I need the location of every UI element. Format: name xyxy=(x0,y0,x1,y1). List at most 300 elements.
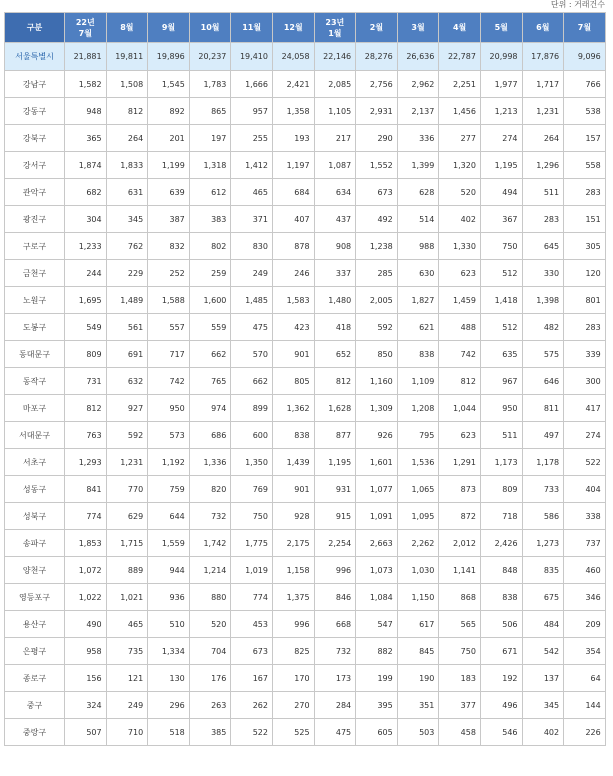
transaction-count: 1,827 xyxy=(397,287,439,314)
transaction-count: 1,508 xyxy=(106,71,148,98)
transaction-count: 2,137 xyxy=(397,98,439,125)
transaction-count: 877 xyxy=(314,422,356,449)
transaction-count: 592 xyxy=(356,314,398,341)
transaction-count: 209 xyxy=(564,611,606,638)
transaction-count: 1,208 xyxy=(397,395,439,422)
transaction-count: 1,412 xyxy=(231,152,273,179)
transaction-count: 244 xyxy=(65,260,107,287)
transaction-count: 1,588 xyxy=(148,287,190,314)
transaction-count: 285 xyxy=(356,260,398,287)
header-month: 9월 xyxy=(148,13,190,43)
transaction-count: 1,105 xyxy=(314,98,356,125)
transaction-count: 850 xyxy=(356,341,398,368)
table-row xyxy=(5,584,606,611)
transaction-count: 130 xyxy=(148,665,190,692)
transaction-count: 1,291 xyxy=(439,449,481,476)
table-row xyxy=(5,206,606,233)
transaction-count: 926 xyxy=(356,422,398,449)
transaction-count: 958 xyxy=(65,638,107,665)
transaction-count: 252 xyxy=(148,260,190,287)
transaction-count: 144 xyxy=(564,692,606,719)
transaction-count: 901 xyxy=(272,341,314,368)
transaction-count: 671 xyxy=(480,638,522,665)
transaction-count: 151 xyxy=(564,206,606,233)
transaction-count: 774 xyxy=(65,503,107,530)
transaction-count: 246 xyxy=(272,260,314,287)
transaction-count: 507 xyxy=(65,719,107,746)
transaction-count: 1,293 xyxy=(65,449,107,476)
table-row xyxy=(5,233,606,260)
transaction-count: 156 xyxy=(65,665,107,692)
transaction-count: 732 xyxy=(189,503,231,530)
transaction-count: 217 xyxy=(314,125,356,152)
transaction-count: 996 xyxy=(314,557,356,584)
transaction-count: 270 xyxy=(272,692,314,719)
transaction-count: 255 xyxy=(231,125,273,152)
transaction-count: 324 xyxy=(65,692,107,719)
transaction-count: 1,231 xyxy=(522,98,564,125)
transaction-count: 1,358 xyxy=(272,98,314,125)
transaction-count: 1,084 xyxy=(356,584,398,611)
transaction-count: 673 xyxy=(356,179,398,206)
transaction-count: 465 xyxy=(106,611,148,638)
transaction-count: 365 xyxy=(65,125,107,152)
transaction-count: 304 xyxy=(65,206,107,233)
transaction-count: 1,296 xyxy=(522,152,564,179)
transaction-count: 296 xyxy=(148,692,190,719)
district-name: 성동구 xyxy=(5,476,65,503)
header-month: 4월 xyxy=(439,13,481,43)
table-header xyxy=(5,13,606,43)
transaction-count: 249 xyxy=(231,260,273,287)
transaction-count: 717 xyxy=(148,341,190,368)
transaction-count: 682 xyxy=(65,179,107,206)
transaction-count: 1,559 xyxy=(148,530,190,557)
district-name: 영등포구 xyxy=(5,584,65,611)
transaction-count: 1,456 xyxy=(439,98,481,125)
district-name: 성북구 xyxy=(5,503,65,530)
transaction-count: 290 xyxy=(356,125,398,152)
district-name: 서대문구 xyxy=(5,422,65,449)
transaction-count: 750 xyxy=(231,503,273,530)
transaction-count: 762 xyxy=(106,233,148,260)
table-row xyxy=(5,98,606,125)
transaction-count: 899 xyxy=(231,395,273,422)
transaction-count: 1,775 xyxy=(231,530,273,557)
transaction-count: 494 xyxy=(480,179,522,206)
transaction-count: 1,628 xyxy=(314,395,356,422)
transaction-count: 868 xyxy=(439,584,481,611)
transaction-count: 512 xyxy=(480,260,522,287)
transaction-count: 330 xyxy=(522,260,564,287)
transaction-count: 880 xyxy=(189,584,231,611)
table-row xyxy=(5,341,606,368)
transaction-count: 915 xyxy=(314,503,356,530)
transaction-count: 2,262 xyxy=(397,530,439,557)
transaction-count: 1,601 xyxy=(356,449,398,476)
transaction-count: 2,962 xyxy=(397,71,439,98)
transaction-count: 644 xyxy=(148,503,190,530)
transaction-count: 20,237 xyxy=(189,43,231,71)
transaction-count: 1,318 xyxy=(189,152,231,179)
table-row xyxy=(5,368,606,395)
transaction-count: 1,273 xyxy=(522,530,564,557)
transaction-count: 1,552 xyxy=(356,152,398,179)
transaction-count: 262 xyxy=(231,692,273,719)
transaction-count: 201 xyxy=(148,125,190,152)
transaction-count: 1,160 xyxy=(356,368,398,395)
transaction-count: 737 xyxy=(564,530,606,557)
transaction-count: 1,853 xyxy=(65,530,107,557)
transaction-count: 1,022 xyxy=(65,584,107,611)
transaction-count: 825 xyxy=(272,638,314,665)
transaction-count: 345 xyxy=(522,692,564,719)
transaction-count: 24,058 xyxy=(272,43,314,71)
transaction-count: 305 xyxy=(564,233,606,260)
transaction-count: 387 xyxy=(148,206,190,233)
transaction-count: 1,197 xyxy=(272,152,314,179)
transaction-count: 1,600 xyxy=(189,287,231,314)
transaction-count: 511 xyxy=(480,422,522,449)
header-month: 5월 xyxy=(480,13,522,43)
district-name: 동대문구 xyxy=(5,341,65,368)
transaction-count: 1,833 xyxy=(106,152,148,179)
transaction-count: 974 xyxy=(189,395,231,422)
transaction-count: 631 xyxy=(106,179,148,206)
transaction-count: 901 xyxy=(272,476,314,503)
transaction-count: 377 xyxy=(439,692,481,719)
district-name: 강북구 xyxy=(5,125,65,152)
transaction-count: 948 xyxy=(65,98,107,125)
transaction-count: 629 xyxy=(106,503,148,530)
transaction-count: 838 xyxy=(397,341,439,368)
transaction-count: 264 xyxy=(106,125,148,152)
transaction-count: 1,439 xyxy=(272,449,314,476)
transaction-count: 802 xyxy=(189,233,231,260)
district-name: 송파구 xyxy=(5,530,65,557)
transaction-count: 1,350 xyxy=(231,449,273,476)
transaction-count: 623 xyxy=(439,260,481,287)
transaction-count: 383 xyxy=(189,206,231,233)
transaction-count: 908 xyxy=(314,233,356,260)
district-name: 강서구 xyxy=(5,152,65,179)
transaction-count: 1,480 xyxy=(314,287,356,314)
transaction-count: 812 xyxy=(65,395,107,422)
transaction-count: 944 xyxy=(148,557,190,584)
transaction-count: 497 xyxy=(522,422,564,449)
transaction-count: 766 xyxy=(564,71,606,98)
transaction-count: 1,077 xyxy=(356,476,398,503)
transaction-count: 1,362 xyxy=(272,395,314,422)
transaction-count: 558 xyxy=(564,152,606,179)
transaction-count: 2,254 xyxy=(314,530,356,557)
transaction-count: 812 xyxy=(106,98,148,125)
district-name: 서초구 xyxy=(5,449,65,476)
transaction-count: 2,426 xyxy=(480,530,522,557)
transaction-count: 1,742 xyxy=(189,530,231,557)
transaction-count: 586 xyxy=(522,503,564,530)
transaction-count: 805 xyxy=(272,368,314,395)
transaction-count: 26,636 xyxy=(397,43,439,71)
transaction-count: 675 xyxy=(522,584,564,611)
transaction-count: 367 xyxy=(480,206,522,233)
transaction-count: 2,421 xyxy=(272,71,314,98)
transaction-count: 183 xyxy=(439,665,481,692)
transaction-count: 1,485 xyxy=(231,287,273,314)
transaction-count: 1,545 xyxy=(148,71,190,98)
transaction-count: 774 xyxy=(231,584,273,611)
transaction-count: 1,233 xyxy=(65,233,107,260)
transaction-count: 733 xyxy=(522,476,564,503)
transaction-count: 338 xyxy=(564,503,606,530)
district-name: 노원구 xyxy=(5,287,65,314)
transaction-count: 801 xyxy=(564,287,606,314)
transaction-count: 173 xyxy=(314,665,356,692)
transaction-count: 1,489 xyxy=(106,287,148,314)
transaction-count: 988 xyxy=(397,233,439,260)
transaction-count: 385 xyxy=(189,719,231,746)
district-name: 은평구 xyxy=(5,638,65,665)
transaction-count: 346 xyxy=(564,584,606,611)
transaction-count: 763 xyxy=(65,422,107,449)
table-row xyxy=(5,692,606,719)
transaction-count: 809 xyxy=(480,476,522,503)
transaction-count: 1,150 xyxy=(397,584,439,611)
total-row xyxy=(5,43,606,71)
transaction-count: 490 xyxy=(65,611,107,638)
transaction-count: 1,072 xyxy=(65,557,107,584)
transaction-count: 157 xyxy=(564,125,606,152)
transaction-count: 557 xyxy=(148,314,190,341)
table-body xyxy=(5,43,606,746)
transaction-count: 928 xyxy=(272,503,314,530)
transaction-count: 820 xyxy=(189,476,231,503)
transaction-count: 9,096 xyxy=(564,43,606,71)
transaction-count: 1,231 xyxy=(106,449,148,476)
district-name: 금천구 xyxy=(5,260,65,287)
transaction-count: 1,874 xyxy=(65,152,107,179)
transaction-count: 1,375 xyxy=(272,584,314,611)
table-row xyxy=(5,287,606,314)
transaction-count: 510 xyxy=(148,611,190,638)
transaction-count: 691 xyxy=(106,341,148,368)
transaction-count: 1,021 xyxy=(106,584,148,611)
transaction-count: 770 xyxy=(106,476,148,503)
transaction-count: 950 xyxy=(480,395,522,422)
transaction-count: 704 xyxy=(189,638,231,665)
transaction-count: 873 xyxy=(439,476,481,503)
transaction-count: 170 xyxy=(272,665,314,692)
transaction-count: 512 xyxy=(480,314,522,341)
transaction-count: 838 xyxy=(480,584,522,611)
transaction-count: 284 xyxy=(314,692,356,719)
transaction-count: 570 xyxy=(231,341,273,368)
table-row xyxy=(5,665,606,692)
header-row xyxy=(5,13,606,43)
transaction-count: 635 xyxy=(480,341,522,368)
transaction-count: 561 xyxy=(106,314,148,341)
header-month: 6월 xyxy=(522,13,564,43)
transaction-count: 742 xyxy=(148,368,190,395)
transaction-count: 575 xyxy=(522,341,564,368)
transaction-count: 957 xyxy=(231,98,273,125)
transaction-count: 1,173 xyxy=(480,449,522,476)
transaction-count: 950 xyxy=(148,395,190,422)
transaction-count: 630 xyxy=(397,260,439,287)
transaction-count: 1,459 xyxy=(439,287,481,314)
transaction-count: 417 xyxy=(564,395,606,422)
transaction-count: 264 xyxy=(522,125,564,152)
table-row xyxy=(5,125,606,152)
transaction-count: 1,418 xyxy=(480,287,522,314)
transaction-count: 605 xyxy=(356,719,398,746)
table-row xyxy=(5,422,606,449)
transaction-count: 865 xyxy=(189,98,231,125)
district-name: 중구 xyxy=(5,692,65,719)
transaction-count: 718 xyxy=(480,503,522,530)
transaction-count: 830 xyxy=(231,233,273,260)
district-name: 강남구 xyxy=(5,71,65,98)
transaction-count: 354 xyxy=(564,638,606,665)
transaction-count: 28,276 xyxy=(356,43,398,71)
transaction-count: 2,012 xyxy=(439,530,481,557)
transaction-count: 21,881 xyxy=(65,43,107,71)
transaction-count: 22,787 xyxy=(439,43,481,71)
transaction-count: 565 xyxy=(439,611,481,638)
transaction-count: 841 xyxy=(65,476,107,503)
header-month: 7월 xyxy=(564,13,606,43)
transaction-count: 192 xyxy=(480,665,522,692)
transaction-count: 1,399 xyxy=(397,152,439,179)
district-name: 도봉구 xyxy=(5,314,65,341)
transaction-count: 514 xyxy=(397,206,439,233)
transaction-count: 503 xyxy=(397,719,439,746)
transaction-count: 1,536 xyxy=(397,449,439,476)
transaction-count: 549 xyxy=(65,314,107,341)
transaction-count: 283 xyxy=(564,179,606,206)
transaction-count: 339 xyxy=(564,341,606,368)
transaction-count: 684 xyxy=(272,179,314,206)
district-name: 서울특별시 xyxy=(5,43,65,71)
table-row xyxy=(5,152,606,179)
transaction-count: 1,717 xyxy=(522,71,564,98)
transaction-count: 645 xyxy=(522,233,564,260)
transaction-count: 1,330 xyxy=(439,233,481,260)
transaction-count: 838 xyxy=(272,422,314,449)
district-name: 종로구 xyxy=(5,665,65,692)
table-row xyxy=(5,71,606,98)
table-row xyxy=(5,395,606,422)
district-name: 강동구 xyxy=(5,98,65,125)
transaction-count: 20,998 xyxy=(480,43,522,71)
transaction-count: 2,663 xyxy=(356,530,398,557)
transaction-count: 1,695 xyxy=(65,287,107,314)
header-month: 12월 xyxy=(272,13,314,43)
district-name: 중랑구 xyxy=(5,719,65,746)
transaction-count: 967 xyxy=(480,368,522,395)
transaction-count: 639 xyxy=(148,179,190,206)
transaction-count: 646 xyxy=(522,368,564,395)
transaction-count: 1,141 xyxy=(439,557,481,584)
transaction-count: 673 xyxy=(231,638,273,665)
transaction-count: 927 xyxy=(106,395,148,422)
transaction-count: 283 xyxy=(564,314,606,341)
transaction-count: 167 xyxy=(231,665,273,692)
transaction-count: 931 xyxy=(314,476,356,503)
transaction-count: 750 xyxy=(439,638,481,665)
transaction-count: 259 xyxy=(189,260,231,287)
table-row xyxy=(5,476,606,503)
transaction-count: 547 xyxy=(356,611,398,638)
district-name: 광진구 xyxy=(5,206,65,233)
table-row xyxy=(5,557,606,584)
transaction-count: 423 xyxy=(272,314,314,341)
transaction-count: 121 xyxy=(106,665,148,692)
transaction-count: 19,410 xyxy=(231,43,273,71)
transaction-count: 1,095 xyxy=(397,503,439,530)
transaction-count: 621 xyxy=(397,314,439,341)
transaction-count: 732 xyxy=(314,638,356,665)
header-month: 23년 1월 xyxy=(314,13,356,43)
transaction-count: 226 xyxy=(564,719,606,746)
transaction-count: 759 xyxy=(148,476,190,503)
transaction-count: 889 xyxy=(106,557,148,584)
transaction-count: 1,398 xyxy=(522,287,564,314)
transaction-count: 190 xyxy=(397,665,439,692)
transaction-count: 1,195 xyxy=(314,449,356,476)
transaction-count: 137 xyxy=(522,665,564,692)
transaction-count: 345 xyxy=(106,206,148,233)
transaction-count: 882 xyxy=(356,638,398,665)
transaction-count: 418 xyxy=(314,314,356,341)
district-name: 관악구 xyxy=(5,179,65,206)
transaction-count: 668 xyxy=(314,611,356,638)
transaction-count: 617 xyxy=(397,611,439,638)
transaction-count: 274 xyxy=(480,125,522,152)
transaction-count: 573 xyxy=(148,422,190,449)
transaction-count: 520 xyxy=(189,611,231,638)
table-row xyxy=(5,260,606,287)
transaction-count: 892 xyxy=(148,98,190,125)
unit-label: 단위 : 거래건수 xyxy=(550,0,605,9)
transaction-count: 812 xyxy=(439,368,481,395)
transaction-count: 1,213 xyxy=(480,98,522,125)
transaction-count: 2,251 xyxy=(439,71,481,98)
transaction-count: 1,666 xyxy=(231,71,273,98)
transaction-count: 600 xyxy=(231,422,273,449)
transaction-count: 475 xyxy=(231,314,273,341)
transaction-count: 484 xyxy=(522,611,564,638)
transaction-count: 525 xyxy=(272,719,314,746)
transaction-count: 845 xyxy=(397,638,439,665)
transaction-count: 742 xyxy=(439,341,481,368)
transaction-count: 506 xyxy=(480,611,522,638)
transaction-count: 496 xyxy=(480,692,522,719)
transaction-count: 710 xyxy=(106,719,148,746)
transaction-count: 546 xyxy=(480,719,522,746)
transaction-count: 632 xyxy=(106,368,148,395)
transaction-count: 337 xyxy=(314,260,356,287)
transaction-count: 996 xyxy=(272,611,314,638)
transaction-count: 634 xyxy=(314,179,356,206)
transaction-count: 592 xyxy=(106,422,148,449)
transaction-count: 1,336 xyxy=(189,449,231,476)
transaction-count: 848 xyxy=(480,557,522,584)
transaction-count: 283 xyxy=(522,206,564,233)
transaction-count: 662 xyxy=(189,341,231,368)
table-row xyxy=(5,503,606,530)
transaction-count: 1,158 xyxy=(272,557,314,584)
